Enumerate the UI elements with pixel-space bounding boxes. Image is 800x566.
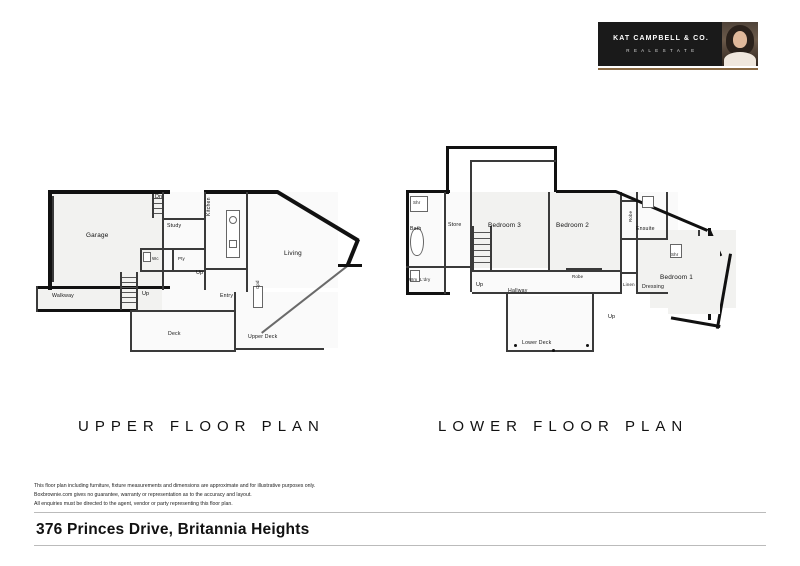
room-label-bedroom2: Bedroom 2 xyxy=(556,222,590,229)
stair-tread xyxy=(122,302,136,303)
kitchen-sink xyxy=(229,216,237,224)
kitchen-cooktop xyxy=(229,240,237,248)
upper-void-edge xyxy=(470,160,472,192)
walkway-wall-top xyxy=(36,286,170,289)
lower-wall-left-upper xyxy=(446,146,449,194)
store-fill xyxy=(446,192,472,268)
deck-bottom-edge xyxy=(130,350,236,352)
footer-divider-top xyxy=(34,512,766,513)
room-label-linen: Linen xyxy=(623,282,635,287)
walkway-wall-left xyxy=(36,286,38,312)
stair-direction-dn: Dn xyxy=(155,194,163,200)
hallway-fill xyxy=(472,272,622,294)
room-label-kitchen: Kitchen xyxy=(206,197,212,216)
bath-partition xyxy=(444,192,446,294)
deck-left-edge xyxy=(130,310,132,352)
upper-plan-title: UPPER FLOOR PLAN xyxy=(78,418,325,435)
room-label-ensuite-shower: Shr xyxy=(671,252,679,257)
stair-rail-lower-b xyxy=(490,226,492,270)
stair-tread xyxy=(154,213,162,214)
agency-subtitle: R E A L E S T A T E xyxy=(626,48,696,53)
wc-partition xyxy=(172,248,174,272)
cupboard-fixture xyxy=(253,286,263,308)
vanity-fixture xyxy=(642,196,654,208)
living-wall-south xyxy=(246,268,248,292)
stair-tread xyxy=(122,282,136,283)
lower-plan-title: LOWER FLOOR PLAN xyxy=(438,418,689,435)
garage-inner-wall xyxy=(52,196,54,282)
deck-post xyxy=(586,344,589,347)
store-bottom xyxy=(446,266,472,268)
disclaimer-line-2: Boxbrownie.com gives no guarantee, warranty or representation as to the accuracy and layout. xyxy=(34,492,252,498)
lower-deck-bottom-edge xyxy=(506,350,594,352)
kitchen-partition-bottom xyxy=(204,268,246,270)
wc-bottom-wall xyxy=(140,270,204,272)
property-address: 376 Princes Drive, Britannia Heights xyxy=(36,521,310,538)
room-label-wm: Wm xyxy=(409,277,418,282)
study-partition-top xyxy=(162,218,204,220)
room-label-dressing: Dressing xyxy=(642,284,665,290)
upper-floor-plan xyxy=(0,0,400,400)
stair-direction-up-b: Up xyxy=(196,270,204,276)
stair-direction-up-lower-b: Up xyxy=(608,314,616,320)
room-label-deck: Deck xyxy=(168,331,181,337)
upper-angled-wall-e xyxy=(346,239,360,266)
wc-top-wall xyxy=(140,248,174,250)
room-label-shower: Shr xyxy=(413,200,421,205)
garage-fill xyxy=(50,192,162,288)
bedroom1-angled-wall-s xyxy=(671,316,721,328)
robe-wall-c xyxy=(566,268,602,270)
bedroom2-fill xyxy=(550,192,622,270)
stair-tread xyxy=(474,232,490,233)
stair-tread xyxy=(474,238,490,239)
room-label-entry: Entry xyxy=(220,293,234,299)
room-label-store: Store xyxy=(448,222,462,228)
room-label-bedroom3: Bedroom 3 xyxy=(488,222,522,229)
hallway-bottom-wall xyxy=(472,292,622,294)
room-label-wc: Wc xyxy=(152,256,159,261)
room-label-walkway: Walkway xyxy=(52,293,74,299)
stair-tread xyxy=(474,256,490,257)
room-label-bedroom1: Bedroom 1 xyxy=(660,274,694,281)
stair-tread xyxy=(474,262,490,263)
stair-tread xyxy=(122,287,136,288)
study-partition-left xyxy=(162,192,164,290)
living-fill xyxy=(246,192,338,288)
deck-post xyxy=(552,349,555,352)
bedroom2-partition-east xyxy=(620,192,622,294)
room-label-pty: Pty xyxy=(178,256,185,261)
living-partition-left xyxy=(246,192,248,270)
upper-deck-bottom-edge xyxy=(234,348,324,350)
lower-floor-plan xyxy=(380,0,800,400)
lower-deck-right-edge xyxy=(592,294,594,352)
room-label-lower-deck: Lower Deck xyxy=(522,340,552,346)
wc-left-wall xyxy=(140,248,142,272)
lower-deck-left-edge xyxy=(506,294,508,352)
room-label-hallway: Hallway xyxy=(508,288,528,294)
dressing-west-wall xyxy=(636,238,638,294)
lower-wall-top-mid xyxy=(556,190,616,193)
room-label-upper-deck: Upper Deck xyxy=(248,334,278,340)
room-label-laundry: L'dry xyxy=(420,277,431,282)
room-label-study: Study xyxy=(167,223,182,229)
laundry-partition xyxy=(406,266,446,268)
agency-name: KAT CAMPBELL & CO. xyxy=(613,35,709,42)
stair-tread xyxy=(154,208,162,209)
stair-rail-upper-c xyxy=(136,272,138,310)
bedroom3-partition xyxy=(548,192,550,272)
toilet-fixture xyxy=(143,252,151,262)
deck-post xyxy=(514,344,517,347)
stair-direction-up-a: Up xyxy=(142,291,150,297)
living-wall-east-stub xyxy=(338,264,362,267)
room-label-bath: Bath xyxy=(410,226,422,232)
stair-tread xyxy=(122,297,136,298)
room-label-cpd: Cpd xyxy=(255,280,260,289)
room-label-garage: Garage xyxy=(86,232,109,239)
footer-divider-bottom xyxy=(34,545,766,546)
stair-tread xyxy=(122,292,136,293)
upper-void-edge-top xyxy=(470,160,556,162)
room-label-living: Living xyxy=(284,250,302,257)
room-label-robe-b: Robe xyxy=(572,274,584,279)
stair-tread xyxy=(154,203,162,204)
stair-tread xyxy=(474,250,490,251)
disclaimer-block xyxy=(34,482,454,509)
disclaimer-line-1: This floor plan including furniture, fixture measurements and dimensions are approximate and for illustrative purposes only. xyxy=(34,483,316,489)
lower-wall-top-inner xyxy=(554,146,557,192)
room-label-robe-a: Robe xyxy=(628,210,633,222)
room-label-ensuite: Ensuite xyxy=(636,226,655,232)
stair-tread xyxy=(122,277,136,278)
linen-wall xyxy=(622,272,638,274)
deck-top-edge xyxy=(130,310,236,312)
deck-fill xyxy=(130,310,234,352)
disclaimer-line-3: All enquiries must be directed to the agent, vendor or party representing this floor plan. xyxy=(34,501,233,507)
upper-wall-top-right xyxy=(204,190,278,194)
stair-tread xyxy=(474,244,490,245)
upper-deck-left-edge xyxy=(234,292,236,350)
hallway-top-wall xyxy=(472,270,622,272)
lower-wall-top xyxy=(446,146,556,149)
bathtub-fixture xyxy=(410,228,424,256)
stair-direction-up-lower: Up xyxy=(476,282,484,288)
